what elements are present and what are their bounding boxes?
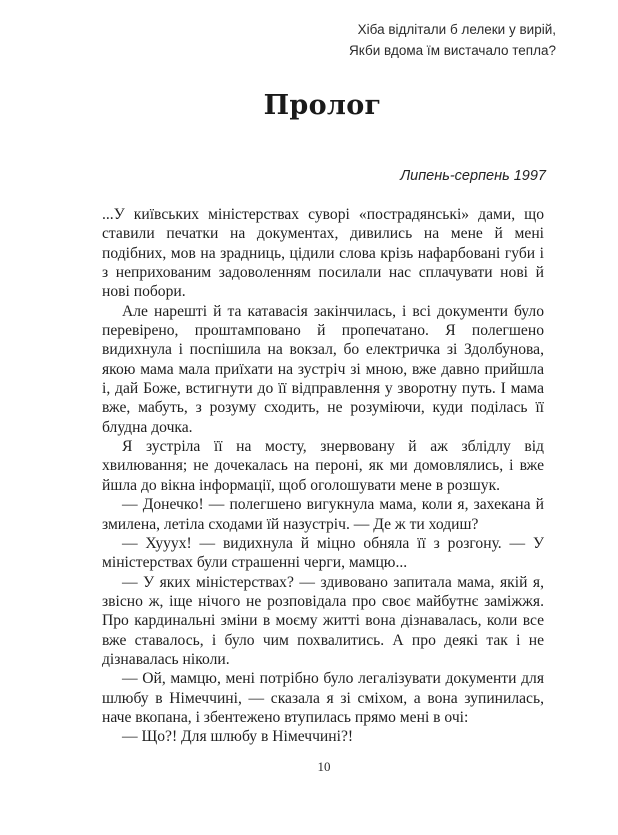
chapter-title: Пролог <box>263 90 382 121</box>
paragraph: — Ой, мамцю, мені потрібно було легалізувати документи для шлюбу в Німеччині, — сказала я зі сміхом, а вона зупинилась, наче вкопана, і збентежено втупилась прямо мені в очі: <box>102 670 544 726</box>
paragraph: — У яких міністерствах? — здивовано запитала мама, якій я, звісно ж, іще нічого не розповідала про своє майбутнє заміжжя. Про кардинальні зміни в моєму житті вона дізнавалась, коли все вже ставалось, і було чим похвалитись. А про деякі так і не дізнавалась ніколи. <box>102 573 544 668</box>
epigraph <box>236 19 556 61</box>
paragraph: — Що?! Для шлюбу в Німеччині?! <box>122 728 354 746</box>
epigraph-line: Хіба відлітали б лелеки у вирій, <box>357 22 556 37</box>
paragraph: ...У київських міністерствах суворі «пострадянські» дами, що ставили печатки на документах, дивились на мене й мені подібних, мов на зрадниць, цідили слова крізь нафарбовані губи і з неприхованим задоволенням посилали нас сплачувати нові й нові побори. <box>102 206 544 301</box>
paragraph: Але нарешті й та катавасія закінчилась, і всі документи було перевірено, проштамповано й пропечатано. Я полегшено видихнула і поспішила на вокзал, бо електричка зі Здолбунова, якою мама мала приїхати на зустріч зі мною, вже давно прийшла і, дай Боже, встигнути до її відправлення у зворотну путь. І мама вже, мабуть, з розуму сходить, не розуміючи, куди поділась її блудна дочка. <box>102 302 544 436</box>
dateline: Липень-серпень 1997 <box>400 168 546 184</box>
paragraph: — Хууух! — видихнула й міцно обняла її з розгону. — У міністерствах були страшенні черги, мамцю... <box>102 534 544 572</box>
epigraph-line: Якби вдома їм вистачало тепла? <box>349 43 556 58</box>
paragraph: Я зустріла її на мосту, знервовану й аж зблідлу від хвилювання; не дочекалась на пероні, як ми домовлялись, і вже йшла до вікна інформації, щоб оголошувати мене в розшук. <box>102 438 544 494</box>
page-number: 10 <box>317 759 331 774</box>
paragraph: — Донечко! — полегшено вигукнула мама, коли я, захекана й змилена, летіла сходами їй назустріч. — Де ж ти ходиш? <box>102 496 544 533</box>
body-text <box>102 205 544 747</box>
